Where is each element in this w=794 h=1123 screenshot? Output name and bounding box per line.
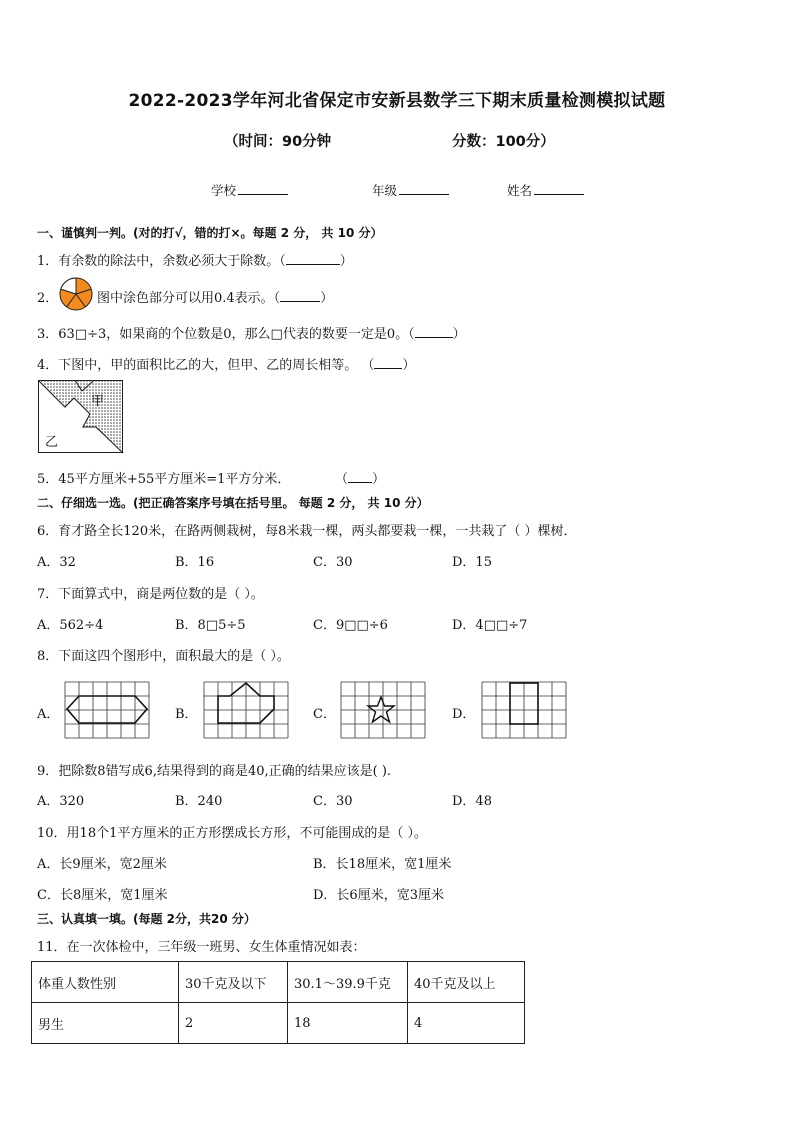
- q9-option-d[interactable]: D．48: [452, 794, 492, 809]
- q8-option-d[interactable]: D．: [452, 707, 476, 722]
- grade-field: [372, 181, 449, 199]
- q7-option-c[interactable]: C．9□□÷6: [313, 618, 388, 633]
- section-3-heading: 三、认真填一填。(每题 2分，共20 分）: [37, 912, 256, 926]
- q9-option-c[interactable]: C．30: [313, 794, 353, 809]
- grade-blank[interactable]: [399, 182, 449, 195]
- question-8: 8．下面这四个图形中，面积最大的是（ ）。: [37, 649, 290, 664]
- grid-d-lines: [482, 682, 566, 738]
- section-1-heading: 一、谨慎判一判。(对的打√，错的打×。每题 2 分， 共 10 分）: [37, 226, 383, 240]
- table-row: [32, 1003, 525, 1044]
- question-1: [37, 250, 353, 269]
- section-2-heading: 二、仔细选一选。(把正确答案序号填在括号里。 每题 2 分， 共 10 分）: [37, 496, 429, 510]
- q7-option-d[interactable]: D．4□□÷7: [452, 618, 528, 633]
- q6-option-d[interactable]: D．15: [452, 555, 492, 570]
- question-4-end: ）: [402, 358, 416, 373]
- question-5-open: （: [335, 472, 349, 487]
- q7-option-b[interactable]: B．8□5÷5: [175, 618, 246, 633]
- question-1-text: 1．有余数的除法中，余数必须大于除数。（: [37, 254, 286, 269]
- q8-option-c[interactable]: C．: [313, 707, 336, 722]
- grid-figure-b: [202, 681, 290, 739]
- question-1-blank[interactable]: [286, 252, 340, 265]
- question-2: [97, 287, 333, 306]
- question-3: [37, 323, 466, 342]
- name-blank[interactable]: [534, 182, 584, 195]
- question-5-text: 5．45平方厘米+55平方厘米=1平方分米．: [37, 472, 291, 487]
- question-4-blank[interactable]: [374, 356, 402, 369]
- q6-option-c[interactable]: C．30: [313, 555, 353, 570]
- question-7: 7．下面算式中，商是两位数的是（ ）。: [37, 587, 264, 602]
- table-cell: 2: [179, 1003, 288, 1044]
- school-blank[interactable]: [238, 182, 288, 195]
- label-jia: 甲: [91, 394, 105, 409]
- question-4: [37, 354, 415, 373]
- table-header-row: [32, 962, 525, 1003]
- question-3-blank[interactable]: [415, 325, 453, 338]
- page-title: 2022-2023学年河北省保定市安新县数学三下期末质量检测模拟试题: [128, 91, 666, 111]
- question-2-text: 图中涂色部分可以用0.4表示。（: [97, 291, 281, 306]
- table-header-cell: 30.1～39.9千克: [288, 962, 408, 1003]
- q9-option-b[interactable]: B．240: [175, 794, 223, 809]
- label-yi: 乙: [45, 435, 59, 450]
- grid-c-lines: [341, 682, 425, 738]
- question-5-end: ）: [372, 472, 386, 487]
- question-6: 6．育才路全长120米，在路两侧栽树，每8米栽一棵，两头都要栽一棵，一共栽了（ ）棵树．: [37, 524, 577, 539]
- question-2-number: 2．: [37, 291, 59, 306]
- question-3-end: ）: [452, 327, 466, 342]
- pie-figure: [59, 277, 93, 311]
- q10-option-c[interactable]: C．长8厘米，宽1厘米: [37, 888, 168, 903]
- grid-figure-c: [339, 681, 427, 739]
- question-10: 10．用18个1平方厘米的正方形摆成长方形，不可能围成的是（ ）。: [37, 826, 427, 841]
- table-header-cell: 40千克及以上: [408, 962, 525, 1003]
- table-header-cell: 体重人数性别: [32, 962, 179, 1003]
- q10-option-a[interactable]: A．长9厘米，宽2厘米: [37, 857, 167, 872]
- question-1-end: ）: [339, 254, 353, 269]
- table-header-cell: 30千克及以下: [179, 962, 288, 1003]
- question-9: 9．把除数8错写成6,结果得到的商是40,正确的结果应该是( ).: [37, 764, 392, 779]
- grade-label: 年级: [372, 183, 398, 198]
- q7-option-a[interactable]: A．562÷4: [37, 618, 104, 633]
- question-5-bracket: [335, 468, 385, 487]
- name-label: 姓名: [507, 183, 533, 198]
- star-shape: [368, 697, 394, 722]
- grid-b-lines: [204, 682, 288, 738]
- question-4-text: 4．下图中，甲的面积比乙的大，但甲、乙的周长相等。 （: [37, 358, 375, 373]
- q6-option-b[interactable]: B．16: [175, 555, 215, 570]
- q9-option-a[interactable]: A．320: [37, 794, 85, 809]
- score-label: 分数：100分）: [452, 134, 555, 150]
- table-cell: 男生: [32, 1003, 179, 1044]
- q10-option-b[interactable]: B．长18厘米，宽1厘米: [313, 857, 452, 872]
- table-cell: 18: [288, 1003, 408, 1044]
- school-label: 学校: [211, 183, 237, 198]
- q8-option-a[interactable]: A．: [37, 707, 60, 722]
- q10-option-d[interactable]: D．长6厘米，宽3厘米: [313, 888, 444, 903]
- time-label: （时间：90分钟: [224, 134, 332, 150]
- question-3-text: 3．63□÷3，如果商的个位数是0，那么□代表的数要一定是0。（: [37, 327, 415, 342]
- question-11: 11．在一次体检中，三年级一班男、女生体重情况如表：: [37, 940, 366, 955]
- question-2-blank[interactable]: [280, 289, 320, 302]
- q6-option-a[interactable]: A．32: [37, 555, 76, 570]
- grid-figure-a: [63, 681, 151, 739]
- table-cell: 4: [408, 1003, 525, 1044]
- grid-a-lines: [65, 682, 149, 738]
- q8-option-b[interactable]: B．: [175, 707, 198, 722]
- question-5-blank[interactable]: [348, 470, 372, 483]
- school-field: [211, 181, 288, 199]
- question-2-end: ）: [320, 291, 334, 306]
- name-field: [507, 181, 584, 199]
- grid-figure-d: [480, 681, 568, 739]
- weight-table: [31, 961, 525, 1044]
